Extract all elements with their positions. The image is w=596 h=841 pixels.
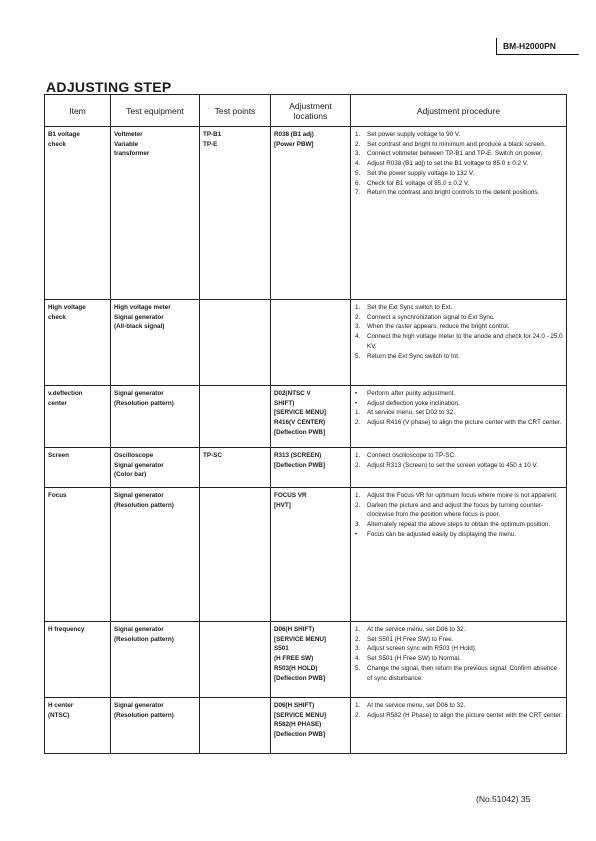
procedure-step <box>354 303 563 313</box>
table-row <box>45 127 567 300</box>
item-cell <box>45 448 111 488</box>
step-text: Alternately repeat the above steps to obtain the optimum position. <box>367 521 551 529</box>
test-equipment-line: transformer <box>114 150 150 158</box>
procedure-step <box>354 352 563 362</box>
step-text: Adjust R582 (H Phase) to align the picture center with the CRT center. <box>367 711 563 719</box>
page-number: (No.51042) 35 <box>476 794 531 804</box>
procedure-step <box>354 635 563 645</box>
step-text: Set S501 (H Free SW) to Normal. <box>367 655 461 663</box>
item-cell <box>45 386 111 448</box>
table-row <box>45 488 567 622</box>
test-equipment-line: Variable <box>114 140 139 148</box>
page-title: ADJUSTING STEP <box>46 79 172 95</box>
procedure-step <box>354 644 563 654</box>
adjustment-procedure-cell <box>351 127 567 300</box>
procedure-step <box>354 418 563 428</box>
item-line: check <box>48 313 66 321</box>
test-equipment-cell <box>111 448 200 488</box>
test-equipment-line: Signal generator <box>114 461 164 469</box>
procedure-step <box>354 313 563 323</box>
test-points-cell <box>200 622 271 698</box>
adjustment-location-line: SHIFT) <box>274 399 295 407</box>
step-marker: 2. <box>355 461 361 469</box>
adjustment-procedure-cell <box>351 622 567 698</box>
procedure-steps <box>354 130 563 198</box>
table-row <box>45 698 567 754</box>
procedure-step <box>354 461 563 471</box>
step-text: Adjust R313 (Screen) to set the screen voltage to 450 ± 10 V. <box>367 461 538 469</box>
step-marker: 3. <box>355 645 361 653</box>
step-marker: 2. <box>355 313 361 321</box>
adjustment-procedure-cell <box>351 300 567 386</box>
step-marker: 1. <box>355 626 361 633</box>
table-row <box>45 300 567 386</box>
adjustment-location-line: [Deflection PWB] <box>274 674 326 682</box>
procedure-step <box>354 625 563 635</box>
adjustment-locations-cell <box>271 127 351 300</box>
adjustment-location-line: [SERVICE MENU] <box>274 409 327 417</box>
step-text: Adjust deflection yoke inclination. <box>367 399 460 407</box>
item-cell <box>45 127 111 300</box>
step-marker: • <box>355 390 358 397</box>
procedure-steps <box>354 451 563 470</box>
procedure-steps <box>354 303 563 361</box>
procedure-step <box>354 149 563 159</box>
item-line: Screen <box>48 452 70 459</box>
item-line: High voltage <box>48 304 86 311</box>
procedure-step <box>354 188 563 198</box>
step-marker: 2. <box>355 501 361 509</box>
step-text: Focus can be adjusted easily by displaying the menu. <box>367 530 517 538</box>
test-point-line: TP-E <box>203 140 218 148</box>
step-marker: 5. <box>355 664 361 672</box>
test-equipment-line: (Resolution pattern) <box>114 501 174 509</box>
procedure-step <box>354 159 563 169</box>
adjustment-location-line: [Deflection PWB] <box>274 461 326 469</box>
procedure-step <box>354 140 563 150</box>
step-text: Connect oscilloscope to TP-SC. <box>367 452 456 459</box>
item-line: Focus <box>48 492 67 499</box>
step-text: Adjust R416 (V phase) to align the picture center with the CRT center. <box>367 419 562 427</box>
adjustment-location-line: [Deflection PWB] <box>274 428 326 436</box>
test-equipment-line: Signal generator <box>114 390 164 397</box>
test-equipment-line: (Color bar) <box>114 471 147 479</box>
test-equipment-line: Signal generator <box>114 313 164 321</box>
adjustment-location-line: [Power PBW] <box>274 140 314 148</box>
step-marker: • <box>355 530 358 538</box>
test-equipment-line: Signal generator <box>114 702 164 709</box>
test-equipment-line: (Resolution pattern) <box>114 711 174 719</box>
step-text: Check for B1 voltage of 85.0 ± 0.2 V. <box>367 179 470 187</box>
column-header-item: Item <box>45 95 111 127</box>
procedure-step <box>354 332 563 351</box>
adjustment-location-line: [SERVICE MENU] <box>274 711 327 719</box>
item-cell <box>45 622 111 698</box>
procedure-steps <box>354 389 563 428</box>
step-text: Adjust the Focus VR for optimum focus where moire is not apparent. <box>367 492 558 499</box>
step-marker: 2. <box>355 635 361 643</box>
item-line: center <box>48 399 67 407</box>
step-marker: 2. <box>355 140 361 148</box>
adjustment-location-line: [HVT] <box>274 501 291 509</box>
procedure-step <box>354 654 563 664</box>
step-text: Set the power supply voltage to 132 V. <box>367 169 475 177</box>
step-marker: 1. <box>355 702 361 709</box>
step-marker: 3. <box>355 150 361 158</box>
step-text: Return the Ext Sync switch to Int. <box>367 352 460 360</box>
step-text: Return the contrast and bright controls to the detent positions. <box>367 189 540 197</box>
step-text: Set power supply voltage to 90 V. <box>367 131 461 138</box>
procedure-steps <box>354 491 563 540</box>
test-equipment-cell <box>111 698 200 754</box>
test-equipment-cell <box>111 127 200 300</box>
procedure-step <box>354 664 563 683</box>
adjustment-locations-cell <box>271 698 351 754</box>
item-cell <box>45 698 111 754</box>
test-points-cell <box>200 488 271 622</box>
test-equipment-line: Signal generator <box>114 492 164 499</box>
item-line: check <box>48 140 66 148</box>
test-equipment-line: (All-black signal) <box>114 323 165 331</box>
adjustment-locations-cell <box>271 448 351 488</box>
procedure-step <box>354 169 563 179</box>
procedure-step <box>354 520 563 530</box>
table-header-row <box>45 95 567 127</box>
test-points-cell <box>200 300 271 386</box>
test-equipment-line: Voltmeter <box>114 131 143 138</box>
adjustment-location-line: R503(H HOLD) <box>274 664 318 672</box>
test-equipment-line: (Resolution pattern) <box>114 399 174 407</box>
column-header-adjustment-procedure: Adjustment procedure <box>351 95 567 127</box>
procedure-step <box>354 530 563 540</box>
step-marker: 6. <box>355 179 361 187</box>
procedure-step <box>354 130 563 140</box>
column-header-test-points: Test points <box>200 95 271 127</box>
procedure-step <box>354 711 563 721</box>
adjustment-location-line: D06(H SHIFT) <box>274 702 315 709</box>
test-equipment-line: High voltage meter <box>114 304 171 311</box>
adjustment-location-line: R313 (SCREEN) <box>274 452 322 459</box>
procedure-steps <box>354 625 563 683</box>
procedure-step <box>354 389 563 399</box>
procedure-step <box>354 701 563 711</box>
test-point-line: TP-B1 <box>203 131 222 138</box>
column-header-adjustment-locations: Adjustment locations <box>271 95 351 127</box>
step-marker: 4. <box>355 333 361 341</box>
adjustment-procedure-cell <box>351 488 567 622</box>
item-line: v.deflection <box>48 390 83 397</box>
adjustment-location-line: [Deflection PWB] <box>274 731 326 739</box>
column-header-test-equipment: Test equipment <box>111 95 200 127</box>
adjustment-location-line: R038 (B1 adj) <box>274 131 314 138</box>
step-marker: 1. <box>355 131 361 138</box>
procedure-step <box>354 399 563 409</box>
step-text: Set contrast and bright to minimum and produce a black screen. <box>367 140 546 148</box>
step-text: Set S501 (H Free SW) to Free. <box>367 635 454 643</box>
adjustment-locations-cell <box>271 300 351 386</box>
step-text: Perform after purity adjustment. <box>367 390 456 397</box>
step-marker: 2. <box>355 711 361 719</box>
adjustment-procedure-cell <box>351 386 567 448</box>
adjustment-locations-cell <box>271 386 351 448</box>
adjustment-location-line: R416(V CENTER) <box>274 419 326 427</box>
step-marker: 4. <box>355 160 361 168</box>
procedure-step <box>354 408 563 418</box>
step-marker: 5. <box>355 352 361 360</box>
test-equipment-cell <box>111 622 200 698</box>
test-equipment-cell <box>111 300 200 386</box>
item-line: (NTSC) <box>48 711 70 719</box>
test-equipment-line: (Resolution pattern) <box>114 635 174 643</box>
test-equipment-cell <box>111 386 200 448</box>
adjustment-location-line: R582(H PHASE) <box>274 721 322 729</box>
step-marker: 3. <box>355 323 361 331</box>
test-equipment-line: Signal generator <box>114 626 164 633</box>
test-points-cell <box>200 386 271 448</box>
step-text: Connect the high voltage meter to the anode and check for 24.0 - 25.0 KV. <box>367 333 563 350</box>
step-marker: 2. <box>355 419 361 427</box>
item-line: H frequency <box>48 626 85 633</box>
adjusting-step-table <box>44 94 567 754</box>
adjustment-location-line: D02(NTSC V <box>274 390 311 397</box>
procedure-step <box>354 322 563 332</box>
test-equipment-cell <box>111 488 200 622</box>
table-row <box>45 622 567 698</box>
step-text: At the service menu, set D06 to 32. <box>367 626 466 633</box>
step-text: Darken the picture and and adjust the focus by turning counter-clockwise from the position where focus is poor. <box>367 501 544 519</box>
adjustment-location-line: FOCUS VR <box>274 492 307 499</box>
step-marker: 7. <box>355 189 361 197</box>
procedure-step <box>354 179 563 189</box>
step-text: At the service menu, set D06 to 32. <box>367 702 466 709</box>
item-cell <box>45 300 111 386</box>
step-text: When the raster appears, reduce the bright control. <box>367 323 510 331</box>
step-text: Set the Ext Sync switch to Ext. <box>367 304 453 311</box>
step-marker: 4. <box>355 655 361 663</box>
step-marker: 3. <box>355 521 361 529</box>
adjustment-location-line: [SERVICE MENU] <box>274 635 327 643</box>
test-points-cell <box>200 698 271 754</box>
step-text: Connect a synchronization signal to Ext Sync. <box>367 313 495 321</box>
test-point-line: TP-SC <box>203 452 222 459</box>
step-marker: 1. <box>355 304 361 311</box>
adjustment-locations-cell <box>271 488 351 622</box>
step-marker: • <box>355 399 358 407</box>
test-points-cell <box>200 448 271 488</box>
adjustment-locations-cell <box>271 622 351 698</box>
model-number: BM-H2000PN <box>496 38 579 55</box>
item-line: H center <box>48 702 74 709</box>
test-equipment-line: Oscilloscope <box>114 452 154 459</box>
item-cell <box>45 488 111 622</box>
procedure-steps <box>354 701 563 720</box>
step-text: At service menu, set D02 to 32. <box>367 409 455 417</box>
step-text: Adjust R038 (B1 adj) to set the B1 voltage to 85.0 ± 0.2 V. <box>367 160 529 168</box>
adjustment-procedure-cell <box>351 448 567 488</box>
step-text: Connect voltmeter between TP-B1 and TP-E. Switch on power. <box>367 150 543 158</box>
adjustment-location-line: (H FREE SW) <box>274 655 314 663</box>
procedure-step <box>354 501 563 520</box>
table-row <box>45 448 567 488</box>
adjustment-procedure-cell <box>351 698 567 754</box>
adjustment-location-line: S501 <box>274 645 289 653</box>
test-points-cell <box>200 127 271 300</box>
procedure-step <box>354 491 563 501</box>
step-marker: 5. <box>355 169 361 177</box>
step-text: Change the signal, then return the previous signal. Confirm absence of sync disturbance. <box>367 664 558 682</box>
adjustment-location-line: D06(H SHIFT) <box>274 626 315 633</box>
step-marker: 1. <box>355 452 361 459</box>
table-row <box>45 386 567 448</box>
step-marker: 1. <box>355 409 361 417</box>
step-text: Adjust screen sync with R503 (H Hold). <box>367 645 477 653</box>
item-line: B1 voltage <box>48 131 80 138</box>
procedure-step <box>354 451 563 461</box>
step-marker: 1. <box>355 492 361 499</box>
